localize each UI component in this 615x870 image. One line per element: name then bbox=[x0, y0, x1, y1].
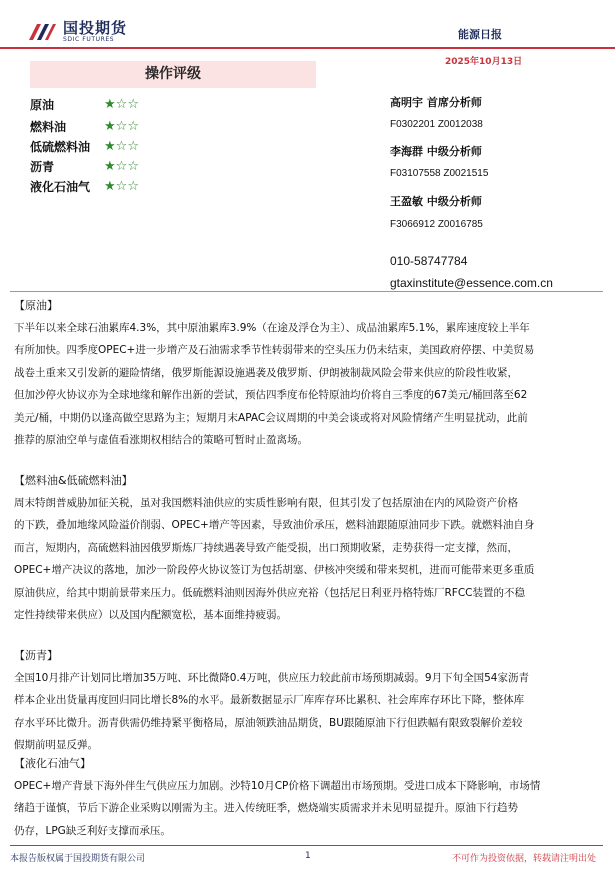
paragraph-line: 原油供应，给其中期前景带来压力。低硫燃料油则因海外供应充裕（包括尼日利亚丹格特炼厂RFCC装置的不稳 bbox=[14, 586, 525, 599]
contact-email[interactable]: gtaxinstitute@essence.com.cn bbox=[390, 276, 553, 290]
star-filled-icon: ★ bbox=[104, 96, 116, 112]
rating-commodity: 低硫燃料油 bbox=[30, 139, 91, 154]
report-date: 2025年10月13日 bbox=[445, 57, 523, 67]
rating-row bbox=[30, 177, 139, 195]
paragraph-line: 但加沙停火协议亦为全球地缘和解作出新的尝试，预估四季度布伦特原油均价将自三季度的67美元/桶回落至62 bbox=[14, 389, 528, 402]
rating-row bbox=[30, 117, 139, 135]
paragraph-line: 而言，短期内，高硫燃料油因俄罗斯炼厂持续遇袭导致产能受损，出口预期收紧，走势获得一定支撑，然而， bbox=[14, 541, 518, 554]
rating-stars bbox=[104, 120, 139, 133]
star-empty-icon: ☆ bbox=[127, 158, 139, 174]
paragraph-line: 定性持续带来供应）以及国内配额宽松，基本面维持疲弱。 bbox=[14, 609, 287, 621]
star-empty-icon: ☆ bbox=[115, 158, 128, 174]
paragraph-line: 推荐的原油空单与虚值看涨期权相结合的策略可暂时止盈离场。 bbox=[14, 434, 308, 446]
paragraph-line: 的下跌，叠加地缘风险溢价削弱、OPEC+增产等因素，导致油价承压，燃料油跟随原油同步下跌。就燃料油自身 bbox=[14, 519, 535, 532]
logo-icon bbox=[27, 20, 57, 44]
analyst-name: 王盈敏 中级分析师 bbox=[390, 195, 482, 208]
star-filled-icon: ★ bbox=[104, 118, 116, 134]
rating-row bbox=[30, 137, 139, 155]
rating-commodity: 液化石油气 bbox=[30, 179, 91, 194]
star-empty-icon: ☆ bbox=[115, 178, 128, 194]
rating-stars bbox=[104, 98, 139, 111]
paragraph-line: OPEC+增产背景下海外伴生气供应压力加剧。沙特10月CP价格下调超出市场预期。受进口成本下降影响，市场情 bbox=[14, 780, 541, 792]
paragraph-line: 有所加快。四季度OPEC+进一步增产及石油需求季节性转弱带来的空头压力仍未结束，美国政府停摆、中美贸易 bbox=[14, 344, 535, 357]
section-heading: 【燃料油&低硫燃料油】 bbox=[14, 474, 133, 487]
star-filled-icon: ★ bbox=[104, 138, 116, 154]
rating-stars bbox=[104, 180, 139, 193]
analyst-id: F0302201 Z0012038 bbox=[390, 119, 483, 130]
star-empty-icon: ☆ bbox=[127, 118, 139, 134]
paragraph-line: 假期前明显反弹。 bbox=[14, 739, 98, 752]
analyst-id: F3066912 Z0016785 bbox=[390, 219, 483, 230]
rating-stars bbox=[104, 160, 139, 173]
rating-title: 操作评级 bbox=[30, 61, 316, 88]
rating-row bbox=[30, 157, 139, 175]
star-filled-icon: ★ bbox=[104, 178, 116, 194]
star-empty-icon: ☆ bbox=[115, 96, 128, 112]
analyst-name: 李海群 中级分析师 bbox=[390, 145, 482, 158]
star-filled-icon: ★ bbox=[104, 158, 116, 174]
star-empty-icon: ☆ bbox=[127, 138, 139, 154]
rating-stars bbox=[104, 140, 139, 153]
section-heading: 【原油】 bbox=[14, 299, 58, 312]
company-logo bbox=[27, 20, 127, 44]
report-type: 能源日报 bbox=[458, 28, 502, 41]
paragraph-line: 仍存，LPG缺乏利好支撑而承压。 bbox=[14, 824, 171, 837]
star-empty-icon: ☆ bbox=[127, 96, 139, 112]
section-heading: 【液化石油气】 bbox=[14, 757, 91, 770]
header-divider bbox=[0, 47, 615, 49]
copyright-notice: 本报告版权属于国投期货有限公司 bbox=[10, 854, 146, 864]
paragraph-line: 存水平环比微升。沥青供需仍维持紧平衡格局，原油领跌油品期货，BU跟随原油下行但跌幅有限致裂解价差较 bbox=[14, 716, 523, 729]
footer-divider bbox=[10, 845, 603, 846]
paragraph-line: 美元/桶，中期仍以逢高做空思路为主；短期月末APAC会议周期的中美会谈或将对风险情绪产生明显扰动，此前 bbox=[14, 411, 528, 424]
content-divider bbox=[10, 291, 603, 292]
rating-row bbox=[30, 95, 139, 113]
star-empty-icon: ☆ bbox=[127, 178, 139, 194]
paragraph-line: 全国10月排产计划同比增加35万吨、环比微降0.4万吨，供应压力较此前市场预期减弱。9月下旬全国54家沥青 bbox=[14, 672, 529, 684]
analyst-id: F03107558 Z0021515 bbox=[390, 168, 489, 179]
contact-phone: 010-58747784 bbox=[390, 254, 468, 268]
section-heading: 【沥青】 bbox=[14, 649, 58, 662]
analyst-name: 高明宇 首席分析师 bbox=[390, 96, 482, 109]
logo-name: 国投期货 bbox=[63, 19, 128, 37]
paragraph-line: 绪趋于谨慎，节后下游企业采购以刚需为主。进入传统旺季，燃烧端实质需求并未见明显提升。原油下行趋势 bbox=[14, 802, 518, 815]
disclaimer: 不可作为投资依据，转载请注明出处 bbox=[452, 854, 597, 864]
star-empty-icon: ☆ bbox=[115, 118, 128, 134]
paragraph-line: 周末特朗普威胁加征关税，虽对我国燃料油供应的实质性影响有限，但其引发了包括原油在内的风险资产价格 bbox=[14, 497, 518, 509]
paragraph-line: 战卷土重来又引发新的避险情绪，俄罗斯能源设施遇袭及俄罗斯、伊朗被制裁风险会带来供应的阶段性收紧， bbox=[14, 366, 518, 379]
paragraph-line: OPEC+增产决议的落地，加沙一阶段停火协议签订为包括胡塞、伊核冲突缓和带来契机，进而可能带来更多重质 bbox=[14, 564, 535, 577]
logo-name-en: SDIC FUTURES bbox=[63, 36, 115, 43]
rating-commodity: 燃料油 bbox=[30, 119, 67, 134]
page-number: 1 bbox=[305, 851, 311, 861]
paragraph-line: 样本企业出货量再度回归同比增长8%的水平。最新数据显示厂库库存环比累积、社会库库存环比下降，整体库 bbox=[14, 694, 525, 707]
star-empty-icon: ☆ bbox=[115, 138, 128, 154]
paragraph-line: 下半年以来全球石油累库4.3%，其中原油累库3.9%（在途及浮仓为主）、成品油累库5.1%，累库速度较上半年 bbox=[14, 322, 530, 334]
rating-commodity: 沥青 bbox=[30, 159, 55, 174]
rating-commodity: 原油 bbox=[30, 97, 55, 112]
